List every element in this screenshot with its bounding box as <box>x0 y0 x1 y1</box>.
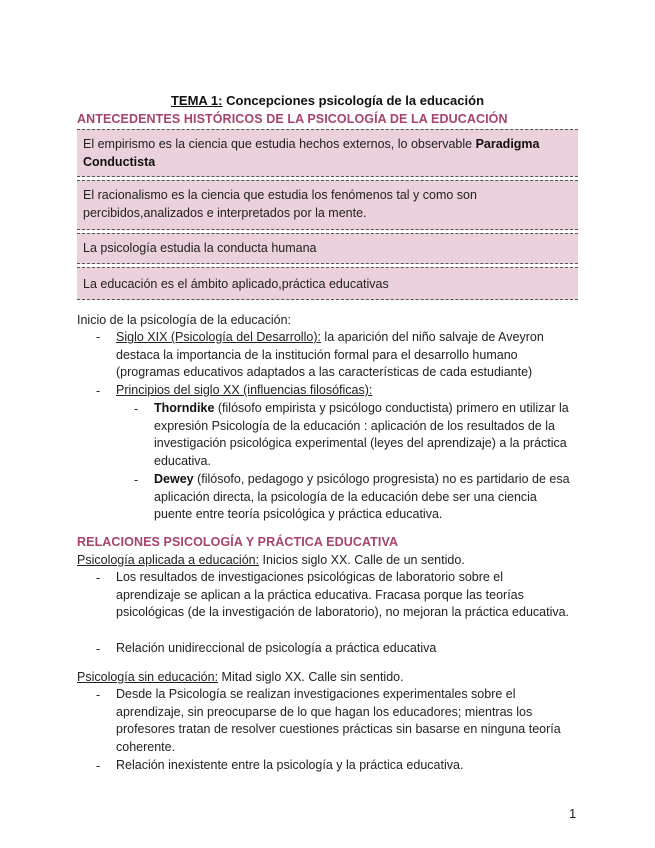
section-heading-antecedentes: ANTECEDENTES HISTÓRICOS DE LA PSICOLOGÍA DE LA EDUCACIÓN <box>77 112 508 126</box>
block-psicologia-sin-educacion <box>77 669 577 687</box>
subbullet-dash: - <box>134 473 139 487</box>
highlight-box-empirismo <box>77 129 578 177</box>
bullet-dash: - <box>96 642 101 656</box>
box-text: El empirismo es la ciencia que estudia hechos externos, lo observable <box>83 137 476 151</box>
block-text: Inicios siglo XX. Calle de un sentido. <box>259 553 465 567</box>
block-psicologia-aplicada <box>77 552 577 570</box>
bullet-dash: - <box>96 759 101 773</box>
subbullet-dewey <box>154 471 578 524</box>
subbullet-bold: Dewey <box>154 472 194 486</box>
subbullet-bold: Thorndike <box>154 401 215 415</box>
bullet-dash: - <box>96 688 101 702</box>
block-label: Psicología aplicada a educación: <box>77 553 260 567</box>
highlight-box-conducta: La psicología estudia la conducta humana <box>77 233 578 264</box>
bullet-text: la aparición del niño salvaje de Aveyron destaca la importancia de la institución formal para el desarrollo humano (programas educativos adaptados a las características de cada estudiante) <box>116 330 544 379</box>
bullet-dash: - <box>96 571 101 585</box>
box-bold-text: Paradigma Conductista <box>83 137 540 169</box>
highlight-box-racionalismo: El racionalismo es la ciencia que estudia los fenómenos tal y como son percibidos,analizados e interpretados por la mente. <box>77 180 578 230</box>
bullet-unidireccional: Relación unidireccional de psicología a práctica educativa <box>116 641 437 655</box>
bullet-investigaciones: Desde la Psicología se realizan investigaciones experimentales sobre el aprendizaje, sin preocuparse de lo que hagan los educadores; mientras los profesores tratan de resolver cuestiones prácticas sin basarse en ninguna teoría coherente. <box>116 687 561 754</box>
bullet-dash: - <box>96 384 101 398</box>
bullet-underline: Siglo XIX (Psicología del Desarrollo): <box>116 330 321 344</box>
subbullet-text: (filósofo, pedagogo y psicólogo progresista) no es partidario de esa aplicación directa, la psicología de la educación debe ser una ciencia puente entre teoría psicológica y práctica educativa. <box>154 472 570 521</box>
page-number: 1 <box>569 806 577 821</box>
bullet-resultados: Los resultados de investigaciones psicológicas de laboratorio sobre el aprendizaje se aplican a la práctica educativa. Fracasa porque las teorías psicológicas (de la investigación de laboratorio), no mejoran la práctica educativa. <box>116 570 570 619</box>
title-label: TEMA 1: <box>170 93 223 108</box>
subbullet-text: (filósofo empirista y psicólogo conductista) primero en utilizar la expresión Psicología de la educación : aplicación de los resultados de la investigación psicológica experimental (leyes del aprendizaje) a la práctica educativa. <box>154 401 569 468</box>
block-label: Psicología sin educación: <box>77 670 219 684</box>
highlight-box-educacion: La educación es el ámbito aplicado,práctica educativas <box>77 267 578 300</box>
bullet-underline: Principios del siglo XX (influencias filosóficas): <box>116 383 373 397</box>
subbullet-thorndike <box>154 400 578 470</box>
block-text: Mitad siglo XX. Calle sin sentido. <box>218 670 404 684</box>
intro-text: Inicio de la psicología de la educación: <box>77 313 292 327</box>
section-heading-relaciones: RELACIONES PSICOLOGÍA Y PRÁCTICA EDUCATIVA <box>77 535 399 549</box>
bullet-dash: - <box>96 330 101 344</box>
page-title <box>0 93 655 108</box>
bullet-inexistente: Relación inexistente entre la psicología y la práctica educativa. <box>116 758 464 772</box>
title-text: Concepciones psicología de la educación <box>222 93 485 108</box>
bullet-siglo-xix <box>116 329 571 382</box>
subbullet-dash: - <box>134 402 139 416</box>
bullet-principios-xx <box>116 382 571 400</box>
